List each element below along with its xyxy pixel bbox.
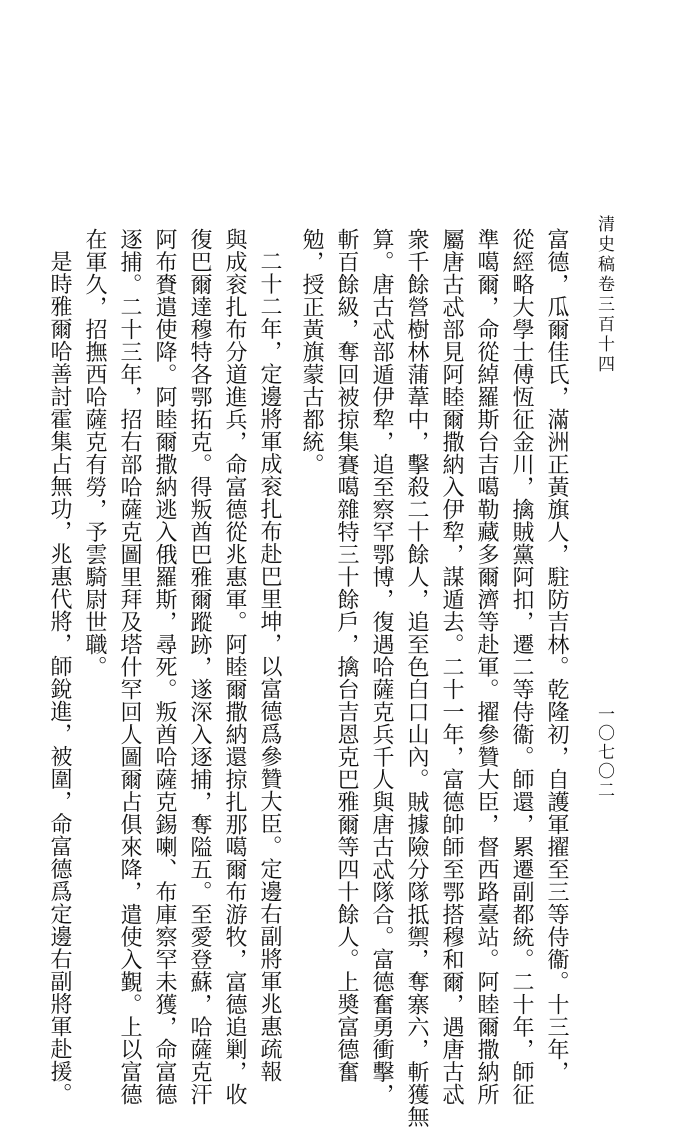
text-column: 算。唐古忒部遁伊犂，追至察罕鄂博，復遇哈薩克兵千人與唐古忒隊合。富德奮勇衝擊， xyxy=(369,228,394,1106)
text-column: 準噶爾，命從綽羅斯台吉噶勒藏多爾濟等赴軍。擢參贊大臣，督西路臺站。阿睦爾撒納所 xyxy=(474,228,499,1106)
text-column: 斬百餘級，奪回被掠集賽噶雜特三十餘戶，擒台吉恩克巴雅爾等四十餘人。上奬富德奮 xyxy=(334,228,359,1083)
text-column: 逐捕。二十三年，招右部哈薩克圖里拜及塔什罕回人圖爾占俱來降，遣使入覲。上以富德 xyxy=(117,228,142,1106)
text-column: 富德，瓜爾佳氏，滿洲正黃旗人，駐防吉林。乾隆初，自護軍擢至三等侍衞。十三年， xyxy=(544,228,569,1083)
page-number: 一〇七〇二 xyxy=(594,705,614,800)
text-column: 與成衮扎布分道進兵，命富德從兆惠軍。阿睦爾撒納還掠扎那噶爾布游牧，富德追剿，收 xyxy=(222,228,247,1106)
text-column: 復巴爾達穆特各鄂拓克。得叛酋巴雅爾蹤跡，遂深入逐捕，奪隘五。至愛登蘇，哈薩克汗 xyxy=(187,228,212,1106)
text-column: 阿布賚遣使降。阿睦爾撒納逃入俄羅斯，尋死。叛酋哈薩克錫喇、布庫察罕未獲，命富德 xyxy=(152,228,177,1106)
text-column: 是時雅爾哈善討霍集占無功，兆惠代將，師銳進，被圍，命富德爲定邊右副將軍赴援。 xyxy=(47,250,72,1105)
text-column: 勉，授正黃旗蒙古都統。 xyxy=(299,228,324,476)
running-header: 清史稿卷三百十四 xyxy=(594,215,614,375)
text-column: 屬唐古忒部見阿睦爾撒納入伊犂，謀遁去。二十一年，富德帥師至鄂搭穆和爾，遇唐古忒 xyxy=(439,228,464,1106)
text-column: 從經略大學士傅恆征金川，擒賊黨阿扣，遷二等侍衞。師還，累遷副都統。二十年，師征 xyxy=(509,228,534,1106)
text-column: 衆千餘營樹林蒲葦中，擊殺二十餘人，追至色白口山內。賊據險分隊抵禦，奪寨六，斬獲無 xyxy=(404,228,429,1128)
text-column: 二十二年，定邊將軍成衮扎布赴巴里坤，以富德爲參贊大臣。定邊右副將軍兆惠疏報 xyxy=(257,250,282,1083)
text-column: 在軍久，招撫西哈薩克有勞，予雲騎尉世職。 xyxy=(82,228,107,678)
